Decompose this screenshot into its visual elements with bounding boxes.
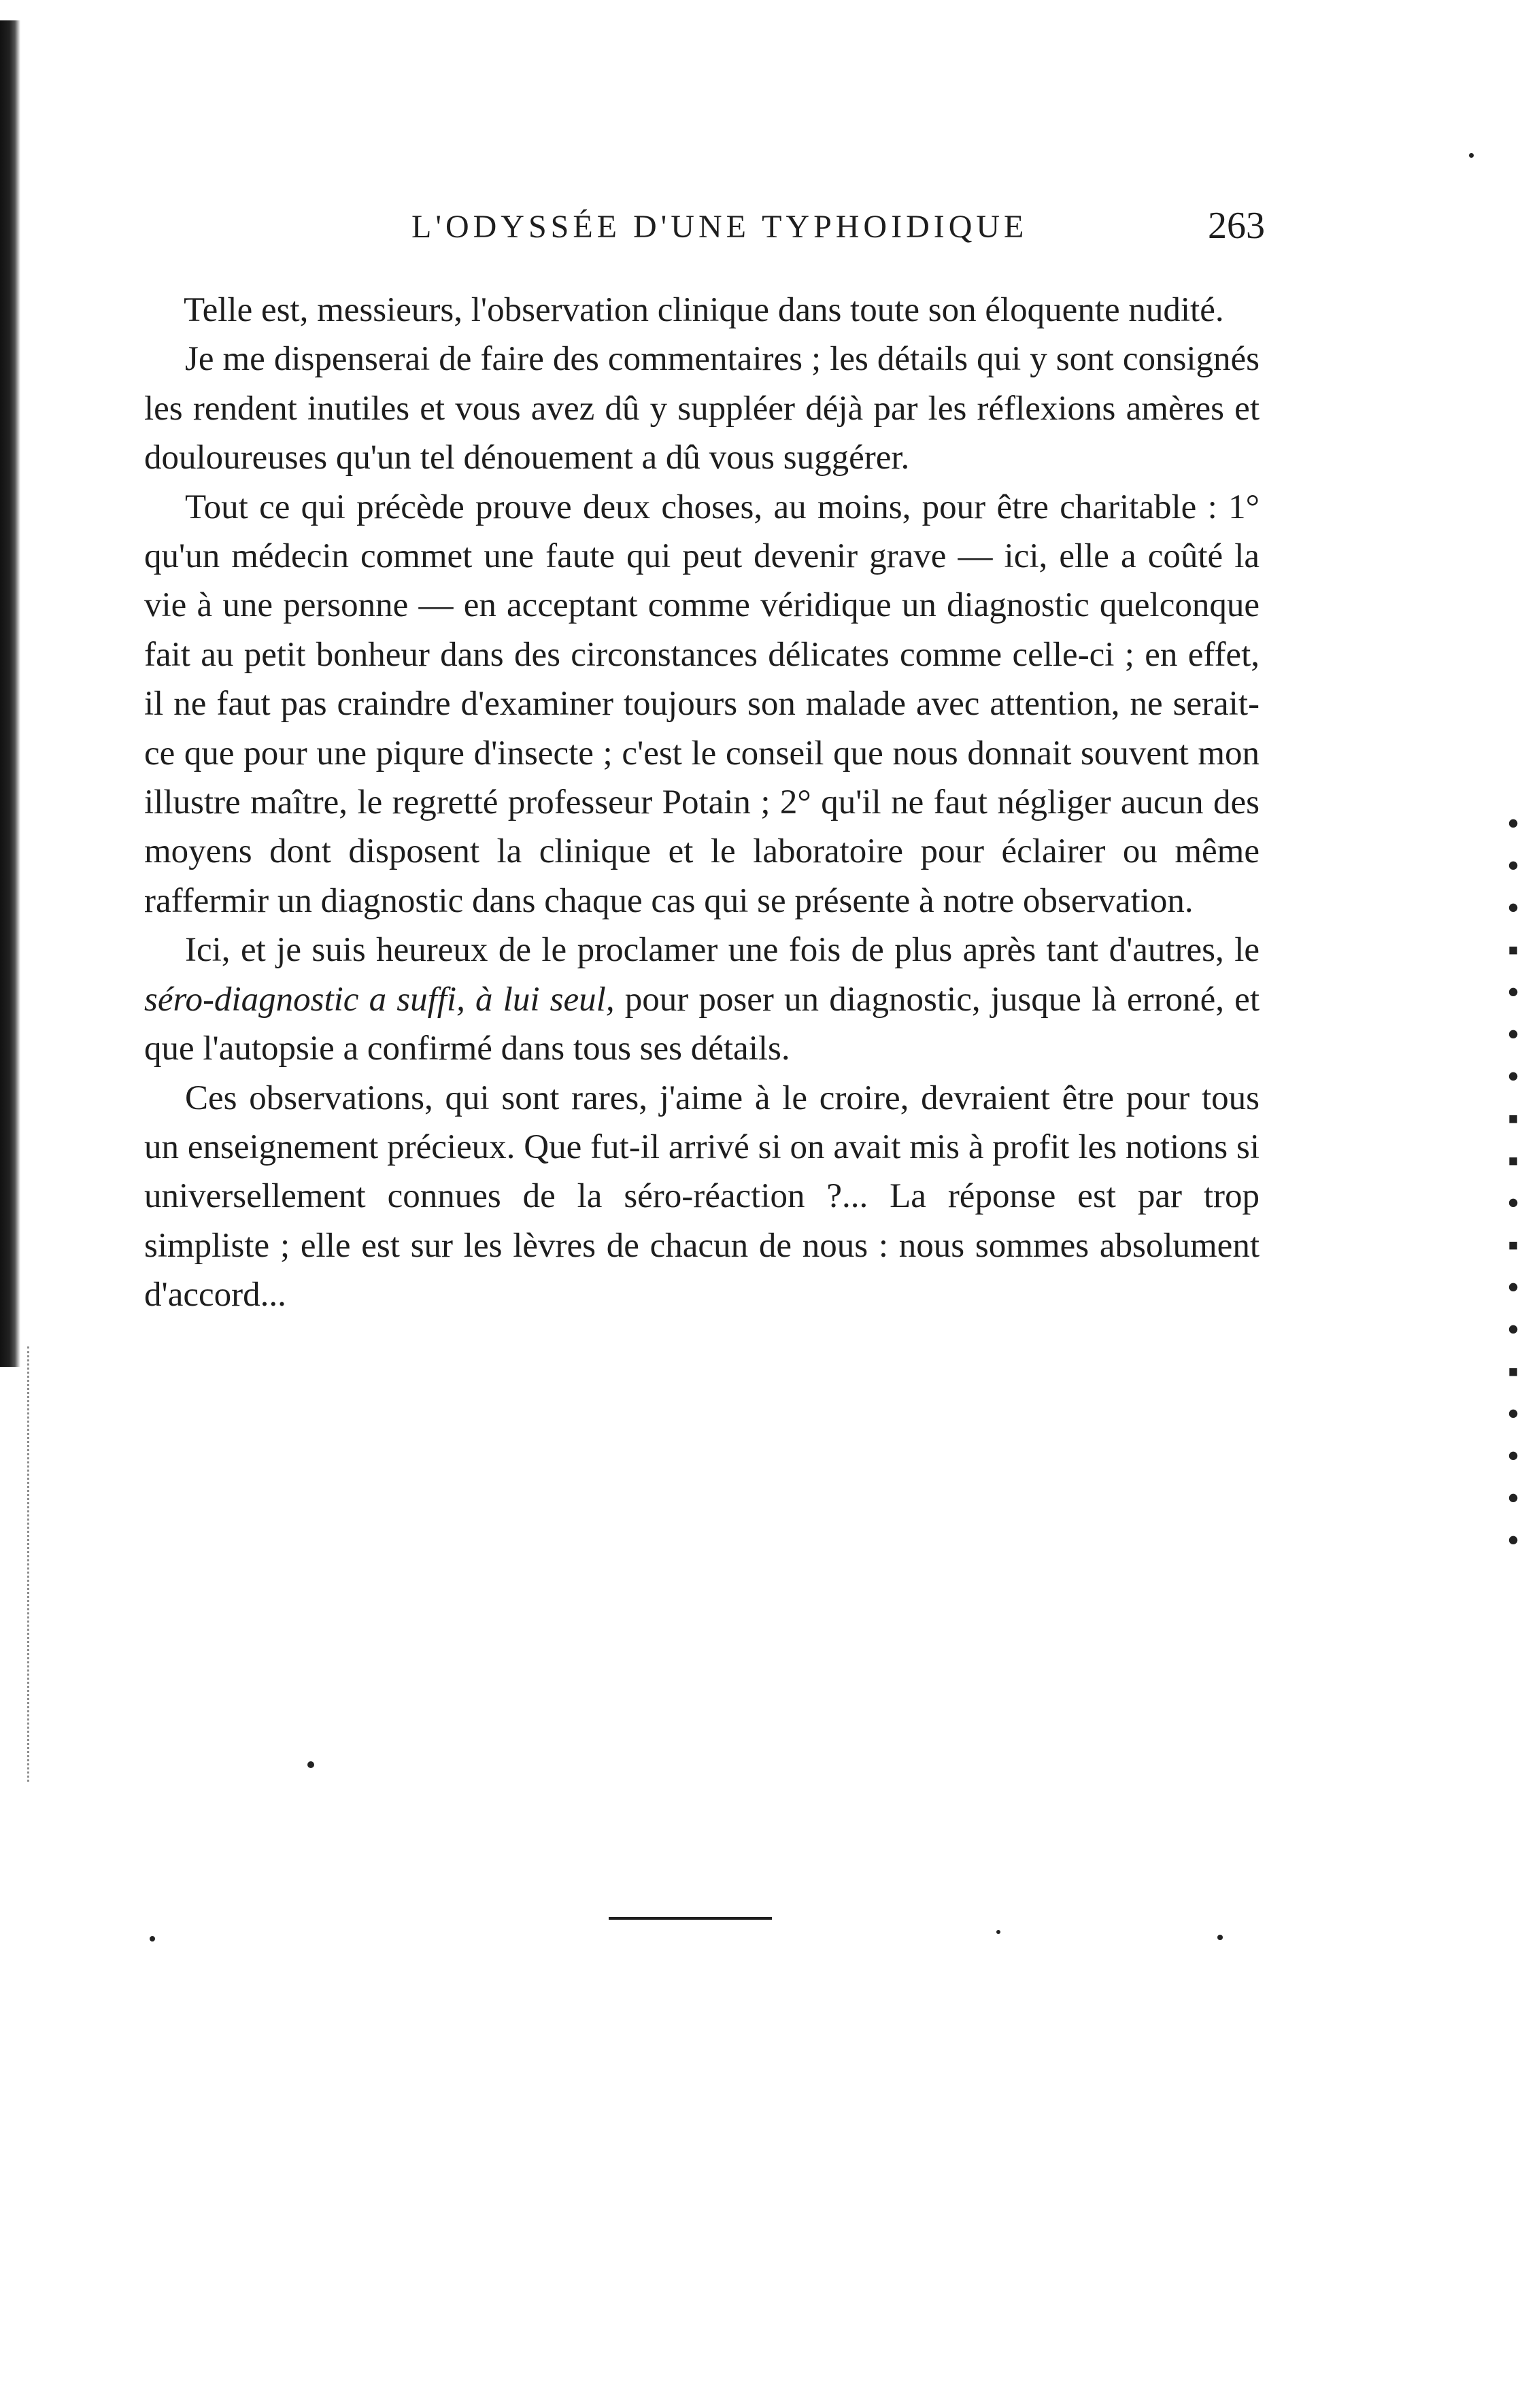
bleed-mark: •	[1507, 974, 1519, 1009]
bleed-mark: •	[1507, 848, 1519, 883]
bleed-mark: ▪	[1507, 1143, 1519, 1178]
bleed-mark: ▪	[1507, 1354, 1519, 1389]
bleed-mark: •	[1507, 1270, 1519, 1304]
stray-speck	[1217, 1935, 1223, 1940]
bleed-mark: •	[1507, 1185, 1519, 1220]
stray-speck	[307, 1761, 314, 1768]
end-rule	[609, 1917, 772, 1920]
bleed-mark: ▪	[1507, 1101, 1519, 1136]
bleed-mark: •	[1507, 1480, 1519, 1515]
bleed-mark: ▪	[1507, 932, 1519, 967]
stray-speck	[1469, 153, 1474, 158]
running-head	[136, 204, 1265, 258]
page-number: 263	[1208, 205, 1265, 247]
paragraph-4-italic-phrase: séro-diagnostic a suffi, à lui seul,	[144, 980, 615, 1019]
paragraph-1	[144, 286, 1260, 335]
bleed-mark: •	[1507, 890, 1519, 925]
bleed-mark: •	[1507, 1017, 1519, 1051]
bleed-mark: •	[1507, 1312, 1519, 1346]
running-title: L'ODYSSÉE D'UNE TYPHOIDIQUE	[411, 209, 1028, 245]
body-text	[144, 286, 1260, 1320]
paragraph-3	[144, 483, 1260, 926]
bleed-mark: •	[1507, 1396, 1519, 1431]
paragraph-5	[144, 1074, 1260, 1320]
paragraph-2	[144, 335, 1260, 482]
bleed-mark: •	[1507, 806, 1519, 841]
paragraph-1-text: Telle est, messieurs, l'observation clinique dans toute son éloquente nudité.	[184, 291, 1224, 329]
stray-speck	[996, 1930, 1000, 1934]
bleed-mark: ▪	[1507, 1227, 1519, 1262]
paragraph-2-text: Je me dispenserai de faire des commentaires ; les détails qui y sont consignés les rendent inutiles et vous avez dû y suppléer déjà par les réflexions amères et douloureuses qu'un tel dénouement a dû vous suggérer.	[144, 340, 1260, 477]
bleed-mark: •	[1507, 1523, 1519, 1557]
binding-specks	[27, 1346, 37, 1782]
paragraph-3-text: Tout ce qui précède prouve deux choses, au moins, pour être charitable : 1° qu'un médecin commet une faute qui peut devenir grave — ici, elle a coûté la vie à une personne — en acceptant comme véridique un diagnostic quelconque fait au petit bonheur dans des circonstances délicates comme celle-ci ; en effet, il ne faut pas craindre d'examiner toujours son malade avec attention, ne serait-ce que pour une piqure d'insecte ; c'est le conseil que nous donnait souvent mon illustre maître, le regretté professeur Potain ; 2° qu'il ne faut négliger aucun des moyens dont disposent la clinique et le laboratoire pour éclairer ou même raffermir un diagnostic dans chaque cas qui se présente à notre observation.	[144, 488, 1260, 920]
bleed-mark: •	[1507, 1059, 1519, 1093]
stray-speck	[150, 1936, 155, 1941]
paragraph-4-text-end: pour poser un diagnostic, jusque là erroné, et que l'autopsie a confirmé dans tous ses détails.	[144, 980, 1260, 1068]
binding-edge-shadow	[0, 20, 20, 1367]
paragraph-4	[144, 926, 1260, 1073]
bleed-mark: •	[1507, 1438, 1519, 1473]
paragraph-4-text-start: Ici, et je suis heureux de le proclamer une fois de plus après tant d'autres, le	[185, 931, 1260, 970]
paragraph-5-text: Ces observations, qui sont rares, j'aime à le croire, devraient être pour tous un enseignement précieux. Que fut-il arrivé si on avait mis à profit les notions si universellement connues de la séro-réaction ?... La réponse est par trop simpliste ; elle est sur les lèvres de chacun de nous : nous sommes absolument d'accord...	[144, 1079, 1260, 1315]
bleed-through-margin	[1489, 802, 1537, 1714]
